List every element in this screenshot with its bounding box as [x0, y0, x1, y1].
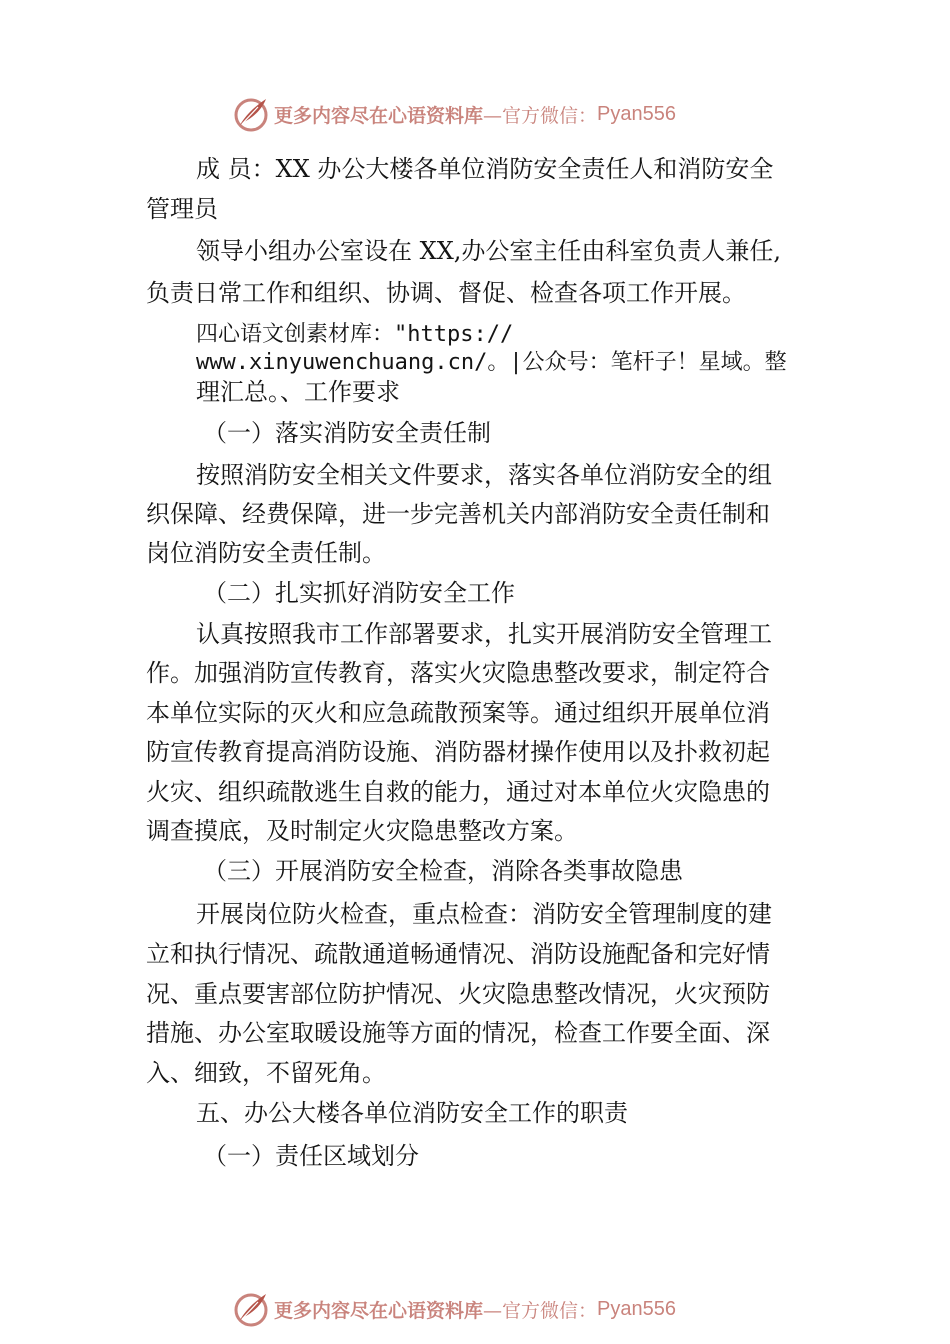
- section-heading: 五、办公大楼各单位消防安全工作的职责: [196, 1099, 628, 1127]
- section-heading: （三）开展消防安全检查，消除各类事故隐患: [203, 857, 683, 885]
- footer-banner: [232, 1289, 752, 1329]
- paragraph-line: 岗位消防安全责任制。: [146, 539, 386, 567]
- paragraph-line: 入、细致，不留死角。: [146, 1059, 386, 1087]
- paragraph-line: 调查摸底，及时制定火灾隐患整改方案。: [146, 817, 578, 845]
- paragraph-line: 立和执行情况、疏散通道畅通情况、消防设施配备和完好情: [146, 940, 770, 968]
- section-heading: （二）扎实抓好消防安全工作: [203, 579, 515, 607]
- paragraph-line: 成 员：XX 办公大楼各单位消防安全责任人和消防安全: [196, 155, 774, 183]
- section-heading: （一）落实消防安全责任制: [203, 419, 491, 447]
- banner-text: 更多内容尽在心语资料库: [274, 1299, 484, 1322]
- banner-separator: —官方微信：: [483, 1299, 598, 1322]
- quill-pen-logo-icon: [232, 95, 270, 133]
- header-banner: [232, 94, 752, 134]
- paragraph-line: 作。加强消防宣传教育，落实火灾隐患整改要求，制定符合: [146, 659, 770, 687]
- wechat-id: Pyan556: [597, 102, 676, 125]
- paragraph-line: 措施、办公室取暖设施等方面的情况，检查工作要全面、深: [146, 1019, 770, 1047]
- paragraph-line: 管理员: [146, 195, 218, 223]
- section-heading: （一）责任区域划分: [203, 1142, 419, 1170]
- paragraph-line: 领导小组办公室设在 XX,办公室主任由科室负责人兼任,: [196, 237, 782, 265]
- paragraph-line: 防宣传教育提高消防设施、消防器材操作使用以及扑救初起: [146, 738, 770, 766]
- paragraph-line: 认真按照我市工作部署要求，扎实开展消防安全管理工: [196, 620, 772, 648]
- paragraph-line: 况、重点要害部位防护情况、火灾隐患整改情况，火灾预防: [146, 980, 770, 1008]
- quill-pen-logo-icon: [232, 1290, 270, 1328]
- paragraph-line: www.xinyuwenchuang.cn/。|公众号：笔杆子！星域。整: [196, 350, 787, 375]
- paragraph-line: 织保障、经费保障，进一步完善机关内部消防安全责任制和: [146, 500, 770, 528]
- paragraph-line: 按照消防安全相关文件要求，落实各单位消防安全的组: [196, 461, 772, 489]
- paragraph-line: 负责日常工作和组织、协调、督促、检查各项工作开展。: [146, 279, 746, 307]
- paragraph-line: 本单位实际的灭火和应急疏散预案等。通过组织开展单位消: [146, 699, 770, 727]
- banner-text: 更多内容尽在心语资料库: [274, 104, 484, 127]
- banner-separator: —官方微信：: [483, 104, 598, 127]
- wechat-id: Pyan556: [597, 1297, 676, 1320]
- paragraph-line: 开展岗位防火检查，重点检查：消防安全管理制度的建: [196, 900, 772, 928]
- paragraph-line: 四心语文创素材库："https://: [196, 322, 514, 347]
- paragraph-line: 理汇总。、工作要求: [196, 378, 400, 406]
- paragraph-line: 火灾、组织疏散逃生自救的能力，通过对本单位火灾隐患的: [146, 778, 770, 806]
